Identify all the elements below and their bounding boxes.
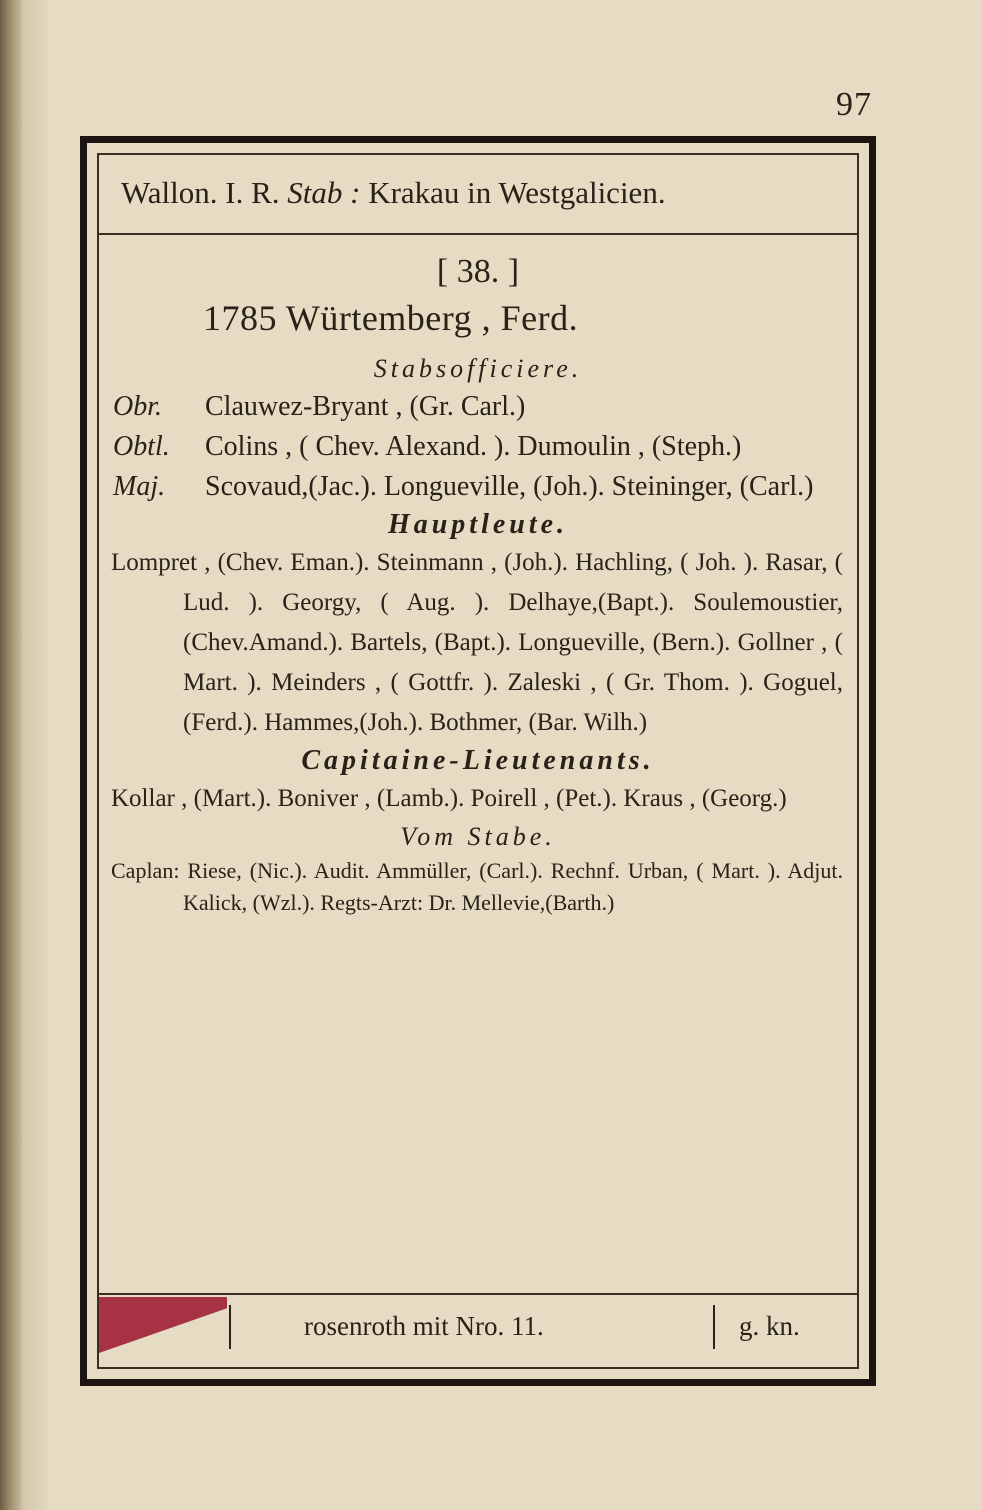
section-captain-lieutenants: Capitaine-Lieutenants. xyxy=(301,745,655,776)
regiment-name: 1785 Würtemberg , Ferd. xyxy=(203,298,579,338)
rank-label: Obr. xyxy=(113,391,163,422)
regiment-card xyxy=(80,136,876,1386)
button-color-text: g. kn. xyxy=(739,1311,800,1341)
rank-names: Clauwez-Bryant , (Gr. Carl.) xyxy=(205,391,526,422)
card-header xyxy=(99,155,857,235)
stab-location: Krakau in Westgalicien. xyxy=(368,175,666,210)
rank-label: Maj. xyxy=(113,471,166,502)
rank-label: Obtl. xyxy=(113,431,170,462)
regiment-card-inner xyxy=(97,153,859,1369)
section-staff-officers: Stabsofficiere. xyxy=(373,354,583,383)
card-footer xyxy=(99,1295,857,1367)
stab-label: Stab : xyxy=(287,175,361,210)
captain-lieutenants-list: Kollar , (Mart.). Boniver , (Lamb.). Poirell , (Pet.). Kraus , (Georg.) xyxy=(111,785,787,812)
regiment-number: [ 38. ] xyxy=(436,253,520,290)
section-staff: Vom Stabe. xyxy=(400,822,556,851)
page-gutter xyxy=(22,0,52,1510)
rank-row-maj xyxy=(99,467,857,507)
section-captains: Hauptleute. xyxy=(387,509,569,540)
rank-names: Scovaud,(Jac.). Longueville, (Joh.). Steininger, (Carl.) xyxy=(205,471,814,502)
footer-separator xyxy=(229,1305,231,1349)
rank-row-obtl xyxy=(99,427,857,467)
footer-separator xyxy=(713,1305,715,1349)
facing-color-swatch xyxy=(99,1297,227,1353)
staff-list: Caplan: Riese, (Nic.). Audit. Ammüller, (Carl.). Rechnf. Urban, ( Mart. ). Adjut. Kalick, (Wzl.). Regts-Arzt: Dr. Mellevie,(Barth.) xyxy=(111,858,843,915)
regiment-type: Wallon. I. R. xyxy=(121,175,280,210)
page-number: 97 xyxy=(836,86,872,123)
card-content xyxy=(99,235,857,919)
rank-row-obr xyxy=(99,387,857,427)
facing-color-text: rosenroth mit Nro. 11. xyxy=(304,1311,544,1341)
book-spine xyxy=(0,0,22,1510)
captains-list: Lompret , (Chev. Eman.). Steinmann , (Joh.). Hachling, ( Joh. ). Rasar, ( Lud. ). Georgy, ( Aug. ). Delhaye,(Bapt.). Soulemoustier,(Chev.Amand.). Bartels, (Bapt.). Longueville, (Bern.). Gollner , ( Mart. ). Meinders , ( Gottfr. ). Zaleski , ( Gr. Thom. ). Goguel, (Ferd.). Hammes,(Joh.). Bothmer, (Bar. Wilh.) xyxy=(111,549,843,736)
rank-names: Colins , ( Chev. Alexand. ). Dumoulin , (Steph.) xyxy=(205,431,742,462)
